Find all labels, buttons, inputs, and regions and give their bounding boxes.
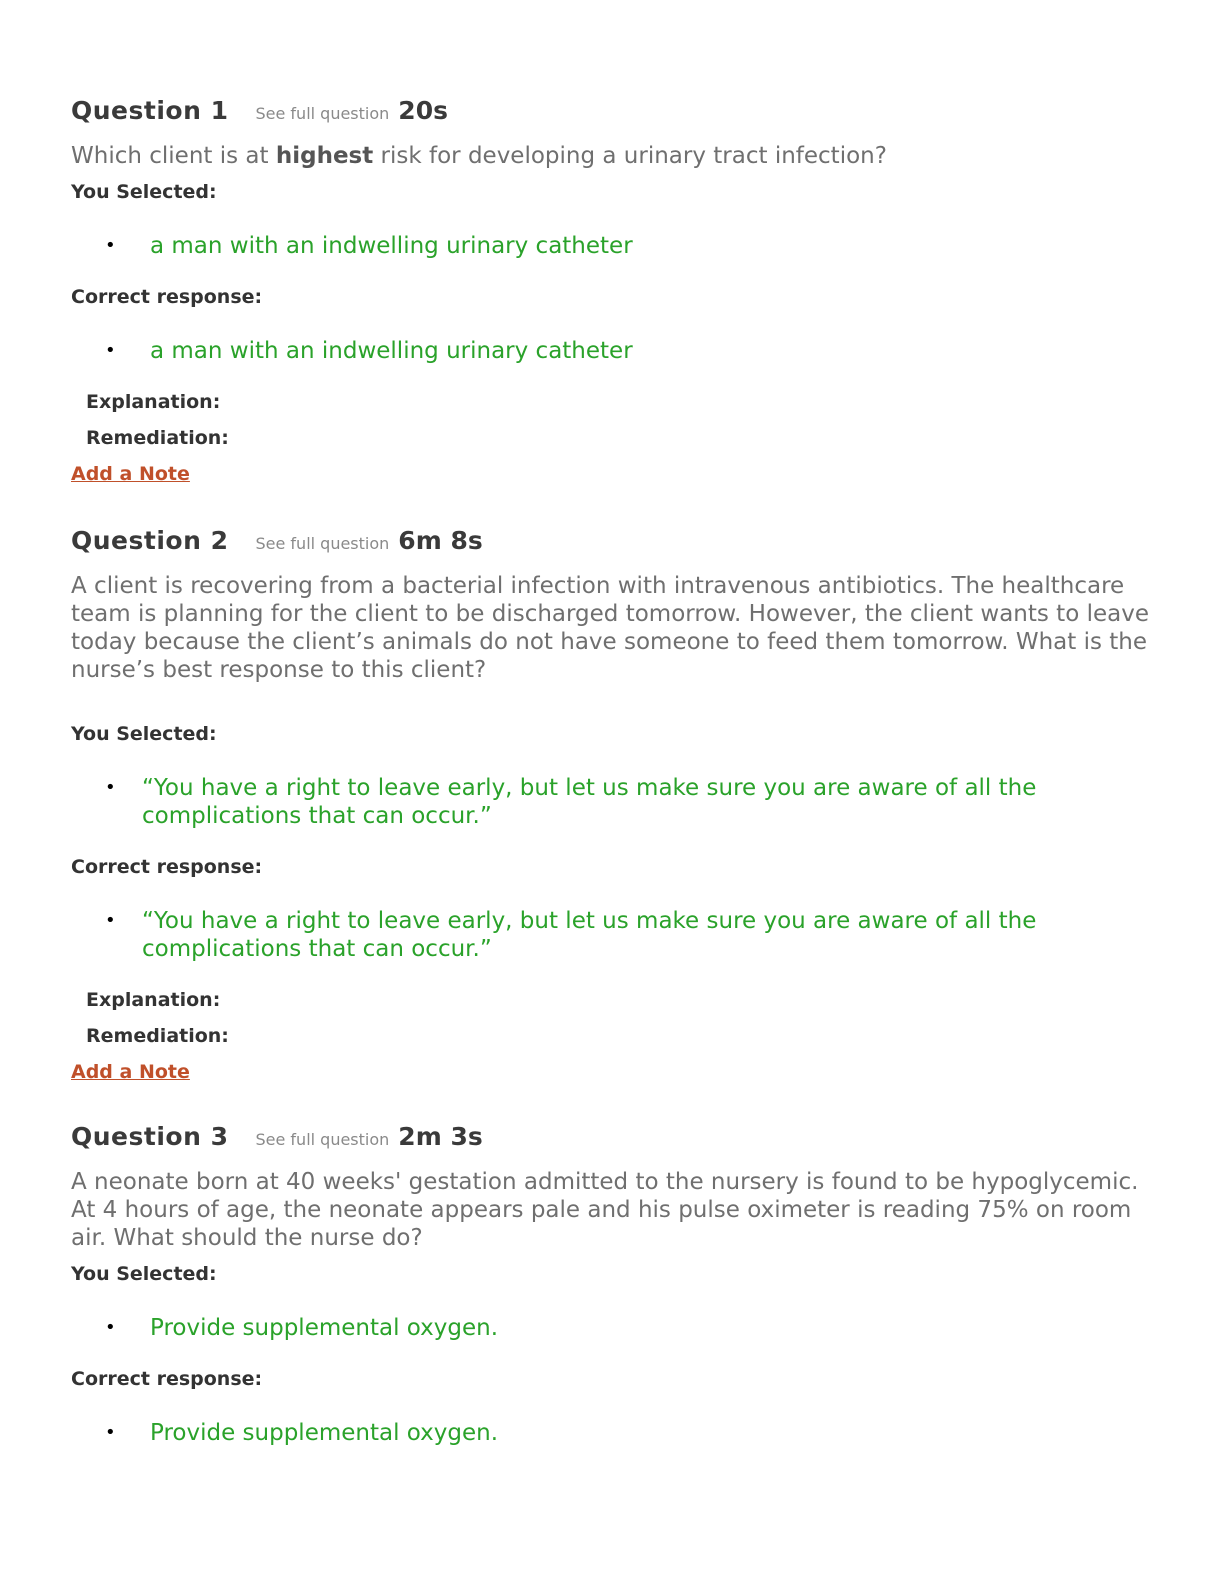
question-3 — [71, 1122, 1151, 1447]
correct-response-label: Correct response: — [71, 856, 263, 878]
selected-answers — [71, 1314, 1151, 1342]
question-time: 6m 8s — [398, 526, 483, 555]
see-full-question-link[interactable]: See full question — [255, 534, 390, 553]
question-title: Question 1 — [71, 96, 229, 125]
bullet-icon: • — [105, 777, 116, 798]
explanation-label: Explanation: — [86, 391, 221, 413]
add-note-link[interactable]: Add a Note — [71, 1061, 190, 1083]
bullet-icon: • — [105, 340, 116, 361]
selected-answer: • a man with an indwelling urinary catheter — [105, 233, 633, 259]
selected-answers — [71, 232, 1151, 260]
correct-response-label: Correct response: — [71, 286, 263, 308]
bullet-icon: • — [105, 1317, 116, 1338]
question-text: Which client is at highest risk for developing a urinary tract infection? — [71, 143, 887, 169]
selected-answer: • Provide supplemental oxygen. — [105, 1315, 499, 1341]
correct-answer: • “You have a right to leave early, but let us make sure you are aware of all the complications that can occur.” — [105, 908, 1037, 962]
question-time: 20s — [398, 96, 448, 125]
question-time: 2m 3s — [398, 1122, 483, 1151]
bullet-icon: • — [105, 235, 116, 256]
question-header — [71, 526, 1151, 566]
you-selected-label: You Selected: — [71, 723, 217, 745]
correct-response-label: Correct response: — [71, 1368, 263, 1390]
see-full-question-link[interactable]: See full question — [255, 104, 390, 123]
selected-answers — [71, 774, 1151, 830]
remediation-label: Remediation: — [86, 427, 229, 449]
see-full-question-link[interactable]: See full question — [255, 1130, 390, 1149]
question-text: A neonate born at 40 weeks' gestation admitted to the nursery is found to be hypoglycemic. At 4 hours of age, the neonate appears pale and his pulse oximeter is reading 75% on room air. What should the nurse do? — [71, 1169, 1139, 1251]
selected-answer: • “You have a right to leave early, but let us make sure you are aware of all the complications that can occur.” — [105, 775, 1037, 829]
correct-answer: • Provide supplemental oxygen. — [105, 1420, 499, 1446]
add-note-link[interactable]: Add a Note — [71, 463, 190, 485]
question-title: Question 2 — [71, 526, 229, 555]
question-text: A client is recovering from a bacterial infection with intravenous antibiotics. The healthcare team is planning for the client to be discharged tomorrow. However, the client wants to leave today because the client’s animals do not have someone to feed them tomorrow. What is the nurse’s best response to this client? — [71, 573, 1149, 683]
correct-answers — [71, 337, 1151, 365]
question-header — [71, 96, 1151, 136]
question-title: Question 3 — [71, 1122, 229, 1151]
you-selected-label: You Selected: — [71, 181, 217, 203]
correct-answer: • a man with an indwelling urinary catheter — [105, 338, 633, 364]
correct-answers — [71, 907, 1151, 963]
question-2 — [71, 526, 1151, 1083]
bullet-icon: • — [105, 1422, 116, 1443]
remediation-label: Remediation: — [86, 1025, 229, 1047]
bullet-icon: • — [105, 910, 116, 931]
explanation-label: Explanation: — [86, 989, 221, 1011]
question-1 — [71, 96, 1151, 485]
question-header — [71, 1122, 1151, 1162]
correct-answers — [71, 1419, 1151, 1447]
you-selected-label: You Selected: — [71, 1263, 217, 1285]
